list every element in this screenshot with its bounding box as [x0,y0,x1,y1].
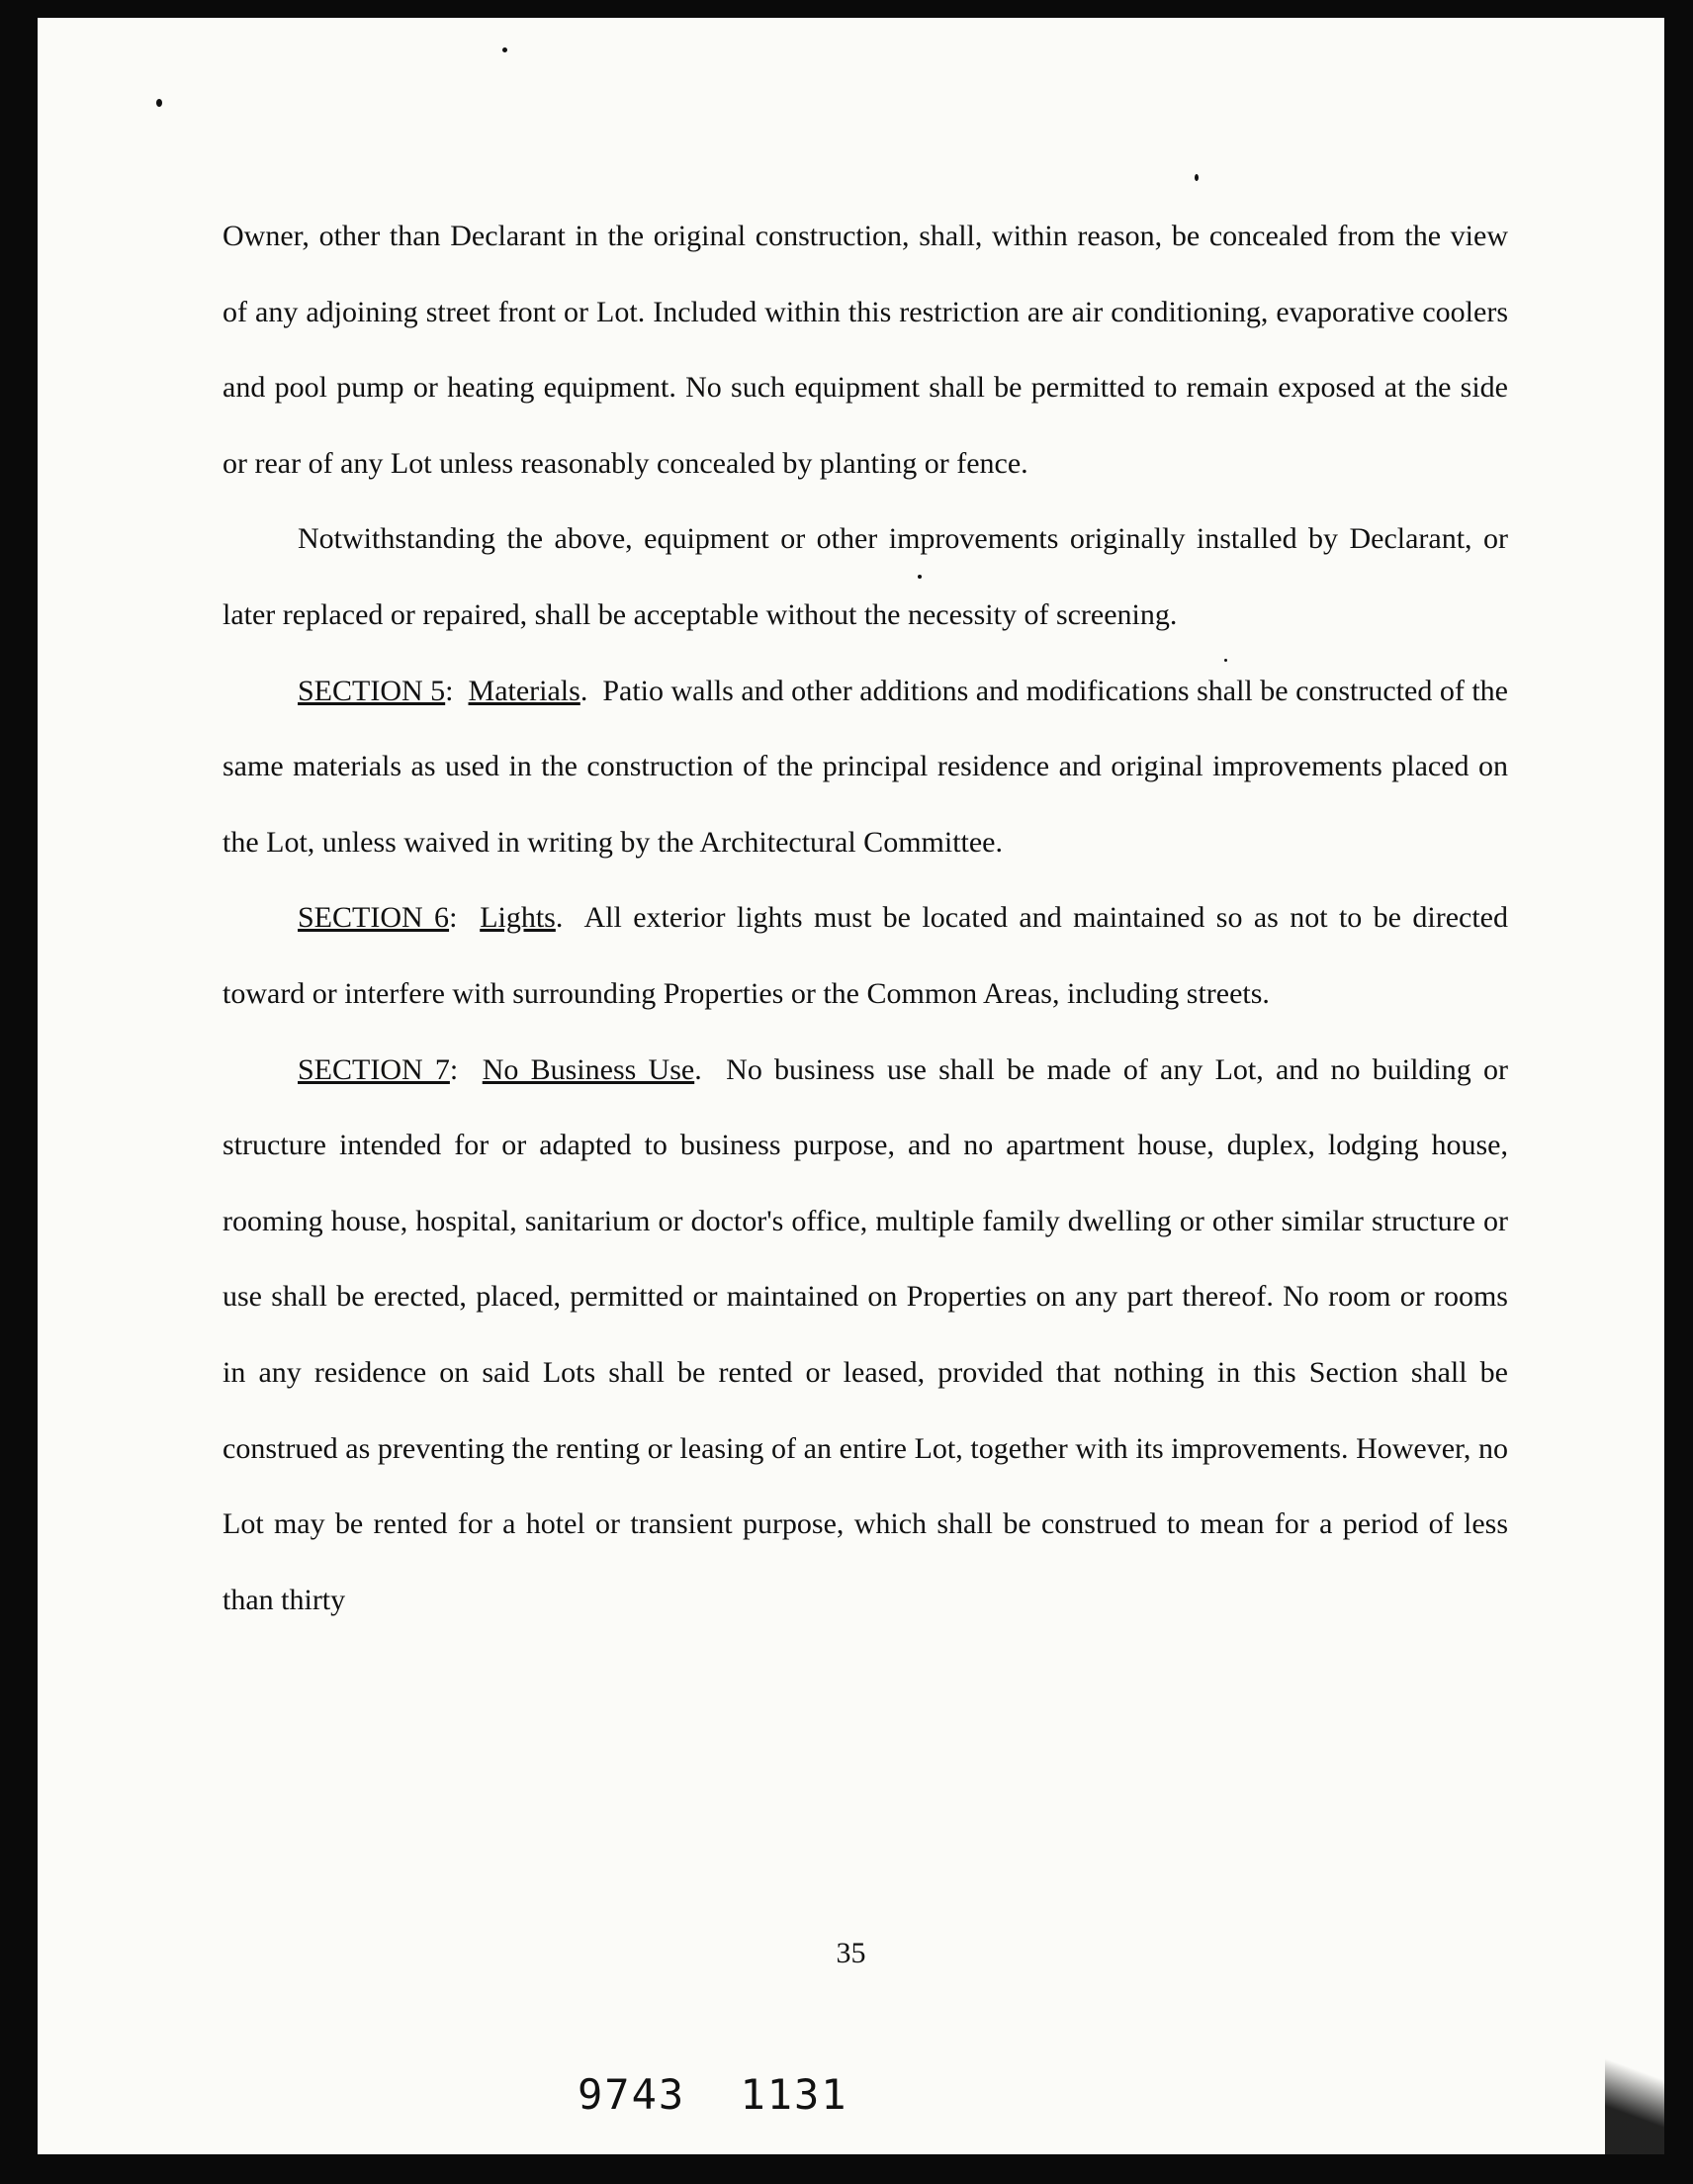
scan-speck [1195,174,1199,181]
section-5-materials: SECTION 5: Materials. Patio walls and other additions and modifications shall be constructed of the same materials as used in the construction of the principal residence and original improvements placed on the Lot, unless waived in writing by the Architectural Committee. [223,674,1508,859]
recording-stamp [578,2070,848,2119]
section-text: All exterior lights must be located and maintained so as not to be directed toward or interfere with surrounding Properties or the Common Areas, including streets. [223,901,1508,1010]
document-page [38,18,1664,2154]
section-heading: Lights [480,901,556,935]
page-number: 35 [836,1937,866,1969]
section-6-lights: SECTION 6: Lights. All exterior lights must be located and maintained so as not to be directed toward or interfere with surrounding Properties or the Common Areas, including streets. [223,901,1508,1010]
scan-speck [502,47,507,52]
paragraph-equipment-concealment: Owner, other than Declarant in the original construction, shall, within reason, be concealed from the view of any adjoining street front or Lot. Included within this restriction are air conditioning, evaporative coolers and pool pump or heating equipment. No such equipment shall be permitted to remain exposed at the side or rear of any Lot unless reasonably concealed by planting or fence. [223,220,1508,480]
stamp-book-number: 9743 [578,2070,686,2119]
section-text: Patio walls and other additions and modifications shall be constructed of the same materials as used in the construction of the principal residence and original improvements placed on the Lot, unless waived in writing by the Architectural Committee. [223,674,1508,859]
document-body [223,199,1508,1638]
scan-speck [156,99,162,107]
section-7-no-business-use: SECTION 7: No Business Use. No business use shall be made of any Lot, and no building or structure intended for or adapted to business purpose, and no apartment house, duplex, lodging house, rooming house, hospital, sanitarium or doctor's office, multiple family dwelling or other similar structure or use shall be erected, placed, permitted or maintained on Properties on any part thereof. No room or rooms in any residence on said Lots shall be rented or leased, provided that nothing in this Section shall be construed as preventing the renting or leasing of an entire Lot, together with its improvements. However, no Lot may be rented for a hotel or transient purpose, which shall be construed to mean for a period of less than thirty [223,1052,1508,1616]
stamp-page-number: 1131 [740,2070,848,2119]
scan-speck [918,575,922,579]
section-label: SECTION 7 [298,1052,450,1086]
section-label: SECTION 6 [298,901,450,935]
section-text: No business use shall be made of any Lot, and no building or structure intended for or adapted to business purpose, and no apartment house, duplex, lodging house, rooming house, hospital, sanitarium or doctor's office, multiple family dwelling or other similar structure or use shall be erected, placed, permitted or maintained on Properties on any part thereof. No room or rooms in any residence on said Lots shall be rented or leased, provided that nothing in this Section shall be construed as preventing the renting or leasing of an entire Lot, together with its improvements. However, no Lot may be rented for a hotel or transient purpose, which shall be construed to mean for a period of less than thirty [223,1052,1508,1616]
section-heading: No Business Use [482,1052,695,1086]
section-heading: Materials [468,674,580,707]
section-label: SECTION 5 [298,674,446,707]
scan-speck [1224,659,1227,662]
paragraph-notwithstanding: Notwithstanding the above, equipment or other improvements originally installed by Declarant, or later replaced or repaired, shall be acceptable without the necessity of screening. [223,522,1508,631]
